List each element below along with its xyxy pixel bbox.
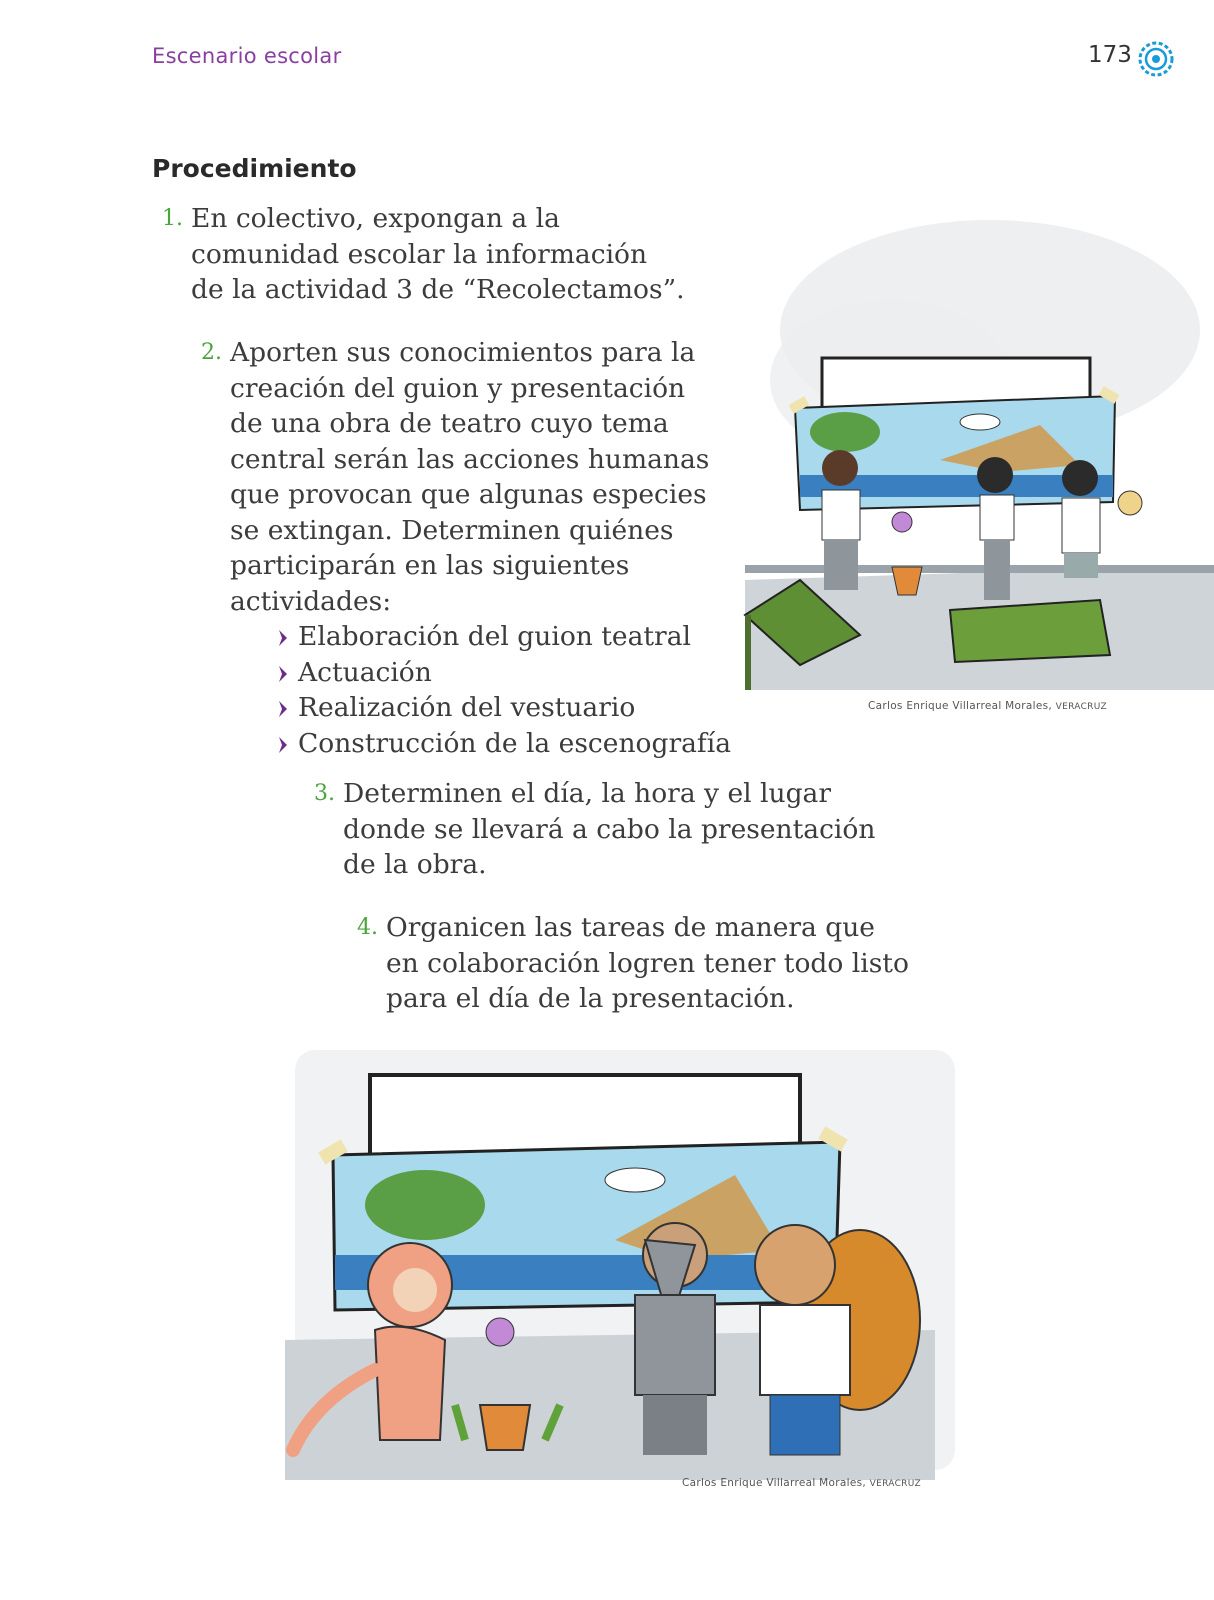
step-2: [201, 335, 731, 761]
step-text-line: actividades:: [230, 585, 392, 617]
credit-region: VERACRUZ: [869, 1479, 921, 1489]
list-item: [276, 690, 731, 726]
step-3: [314, 776, 876, 883]
section-header: Escenario escolar: [152, 44, 342, 68]
list-item: [276, 726, 731, 762]
step-text-line: comunidad escolar la información: [191, 238, 648, 270]
step-number: 4.: [357, 915, 378, 940]
step-number: 1.: [162, 206, 183, 231]
step-text-line: En colectivo, expongan a la: [191, 203, 560, 234]
step-text-line: se extingan. Determinen quiénes: [230, 514, 674, 546]
step-text-line: de una obra de teatro cuyo tema: [230, 408, 669, 439]
chevron-bullet-icon: [278, 666, 288, 682]
step-text-line: Organicen las tareas de manera que: [386, 912, 875, 943]
step-text-line: que provocan que algunas especies: [230, 479, 707, 510]
step-number: 3.: [314, 781, 335, 806]
illustration-credit: [682, 1477, 921, 1489]
credit-name: Carlos Enrique Villarreal Morales,: [682, 1477, 866, 1489]
section-title: Procedimiento: [152, 154, 357, 183]
circular-emblem-icon: [1137, 40, 1175, 78]
page-number: 173: [1088, 42, 1132, 68]
step-4: [357, 910, 909, 1017]
step-1: [162, 201, 685, 308]
step-text-line: de la actividad 3 de “Recolectamos”.: [191, 274, 685, 305]
illustration-costumed-students: [275, 1040, 975, 1480]
step-text-line: central serán las acciones humanas: [230, 443, 710, 475]
activity-label: Actuación: [298, 656, 432, 688]
illustration-credit: [868, 700, 1107, 712]
step-text-line: en colaboración logren tener todo listo: [386, 947, 909, 979]
activity-label: Realización del vestuario: [298, 692, 636, 723]
chevron-bullet-icon: [278, 701, 288, 717]
list-item: [276, 619, 731, 655]
chevron-bullet-icon: [278, 737, 288, 753]
step-text-line: participarán en las siguientes: [230, 550, 630, 581]
chevron-bullet-icon: [278, 630, 288, 646]
illustration-backdrop-setup: [740, 210, 1214, 700]
step-text-line: creación del guion y presentación: [230, 372, 686, 404]
activity-label: Elaboración del guion teatral: [298, 621, 691, 652]
activity-list: [276, 619, 731, 761]
activity-label: Construcción de la escenografía: [298, 727, 731, 759]
step-text-line: Determinen el día, la hora y el lugar: [343, 778, 831, 809]
credit-name: Carlos Enrique Villarreal Morales,: [868, 700, 1052, 712]
step-text-line: donde se llevará a cabo la presentación: [343, 813, 876, 845]
step-text-line: de la obra.: [343, 849, 487, 880]
step-text-line: Aporten sus conocimientos para la: [230, 337, 696, 368]
step-number: 2.: [201, 340, 222, 365]
list-item: [276, 655, 731, 691]
step-text-line: para el día de la presentación.: [386, 983, 795, 1014]
credit-region: VERACRUZ: [1055, 702, 1107, 712]
